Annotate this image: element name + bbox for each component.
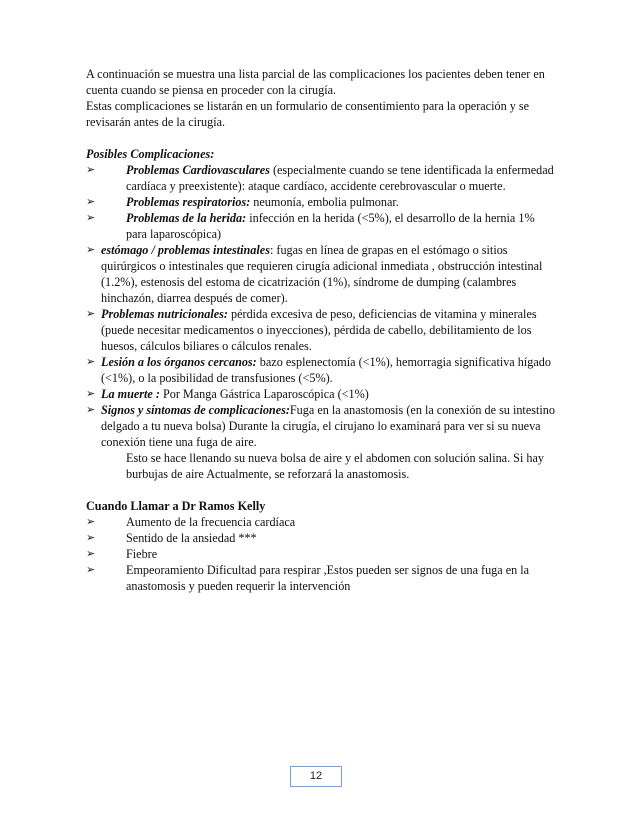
complication-item-organ-injury	[86, 354, 556, 386]
complication-text: bazo esplenectomía (<1%), hemorragia significativa hígado (<1%), o la posibilidad de transfusiones (<5%).	[101, 355, 551, 385]
call-item	[86, 514, 556, 530]
call-item-text: Empeoramiento Dificultad para respirar ,Estos pueden ser signos de una fuga en la anastomosis y pueden requerir la intervención	[126, 563, 530, 593]
complication-item-wound	[86, 210, 556, 242]
bullet-arrow-icon: ➢	[86, 195, 96, 208]
complication-title: Problemas nutricionales:	[101, 307, 228, 321]
complications-heading: Posibles Complicaciones:	[86, 147, 215, 161]
complication-text: Por Manga Gástrica Laparoscópica (<1%)	[159, 387, 369, 401]
complication-title: Problemas Cardiovasculares	[126, 163, 270, 177]
complication-followup: Esto se hace llenando su nueva bolsa de aire y el abdomen con solución salina. Si hay burbujas de aire Actualmente, se reforzará la anastomosis.	[126, 451, 544, 481]
bullet-arrow-icon: ➢	[86, 307, 96, 320]
complication-item-cardiovascular	[86, 162, 556, 194]
complication-text: Fuga en la anastomosis (en la conexión de su intestino delgado a tu nueva bolsa) Durante la cirugía, el cirujano lo examinará para ver si su nueva conexión tiene una fuga de aire.	[101, 403, 555, 449]
bullet-arrow-icon: ➢	[86, 531, 96, 544]
bullet-arrow-icon: ➢	[86, 547, 96, 560]
bullet-arrow-icon: ➢	[86, 355, 96, 368]
complication-text: : fugas en línea de grapas en el estómago o sitios quirúrgicos o intestinales que requieren cirugía adicional inmediata , obstrucción intestinal (1.2%), estenosis del estoma de cicatrización (1%), síndrome de dumping (calambres hinchazón, diarrea después de comer).	[101, 243, 543, 305]
complication-text: pérdida excesiva de peso, deficiencias de vitamina y minerales (puede necesitar medicamentos o inyecciones), pérdida de cabello, debilitamiento de los huesos, cálculos biliares o cálculos renales.	[101, 307, 537, 353]
bullet-arrow-icon: ➢	[86, 387, 96, 400]
complication-title: Lesión a los órganos cercanos:	[101, 355, 257, 369]
intro-paragraph-2: Estas complicaciones se listarán en un formulario de consentimiento para la operación y se revisarán antes de la cirugía.	[86, 99, 529, 129]
complication-title: La muerte :	[101, 387, 160, 401]
complication-title: estómago / problemas intestinales	[101, 243, 270, 257]
complication-item-nutritional	[86, 306, 556, 354]
intro-paragraph-1: A continuación se muestra una lista parcial de las complicaciones los pacientes deben tener en cuenta cuando se piensa en proceder con la cirugía.	[86, 67, 545, 97]
call-item-text: Aumento de la frecuencia cardíaca	[126, 515, 296, 529]
bullet-arrow-icon: ➢	[86, 163, 96, 176]
call-heading: Cuando Llamar a Dr Ramos Kelly	[86, 499, 266, 513]
complication-item-intestinal	[86, 242, 556, 306]
complication-title: Problemas de la herida:	[126, 211, 247, 225]
complication-text: (especialmente cuando se tene identificada la enfermedad cardíaca y preexistente): ataque cardíaco, accidente cerebrovascular o muerte.	[126, 163, 554, 193]
call-item	[86, 530, 556, 546]
call-item-text: Fiebre	[126, 547, 158, 561]
bullet-arrow-icon: ➢	[86, 243, 96, 256]
complication-title: Signos y síntomas de complicaciones:	[101, 403, 290, 417]
complication-title: Problemas respiratorios:	[126, 195, 251, 209]
complication-item-death	[86, 386, 556, 402]
complication-text: neumonía, embolia pulmonar.	[250, 195, 399, 209]
complication-text: infección en la herida (<5%), el desarrollo de la hernia 1% para laparoscópica)	[126, 211, 535, 241]
call-item	[86, 562, 556, 594]
call-item	[86, 546, 556, 562]
document-body	[86, 66, 556, 594]
bullet-arrow-icon: ➢	[86, 563, 96, 576]
call-item-text: Sentido de la ansiedad ***	[126, 531, 257, 545]
page-number: 12	[290, 766, 342, 787]
bullet-arrow-icon: ➢	[86, 211, 96, 224]
complication-item-signs	[86, 402, 556, 450]
bullet-arrow-icon: ➢	[86, 515, 96, 528]
complication-item-respiratory	[86, 194, 556, 210]
bullet-arrow-icon: ➢	[86, 403, 96, 416]
